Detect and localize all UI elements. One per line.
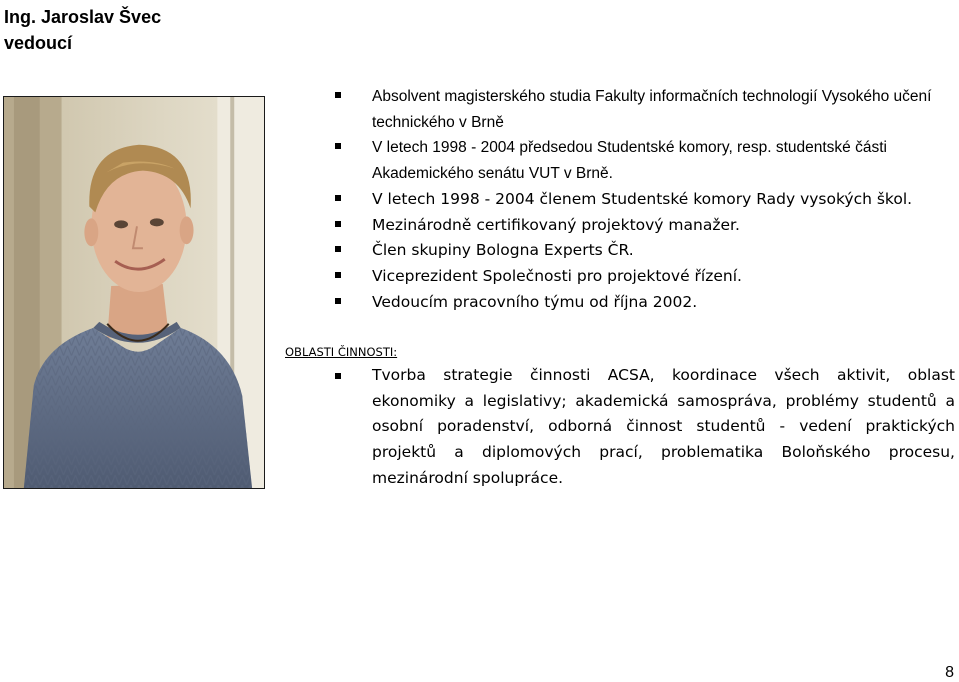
portrait-photo bbox=[3, 96, 265, 489]
bio-bullet: Člen skupiny Bologna Experts ČR. bbox=[335, 238, 957, 264]
bio-bullet: V letech 1998 - 2004 předsedou Studentské komory, resp. studentské části Akademického senátu VUT v Brně. bbox=[335, 135, 957, 186]
bio-bullet-list bbox=[335, 84, 957, 315]
bio-bullet: V letech 1998 - 2004 členem Studentské komory Rady vysokých škol. bbox=[335, 187, 957, 213]
person-header bbox=[4, 4, 161, 56]
bio-bullet: Viceprezident Společnosti pro projektové řízení. bbox=[335, 264, 957, 290]
section-title: OBLASTI ČINNOSTI: bbox=[285, 345, 398, 359]
bio-bullet: Mezinárodně certifikovaný projektový manažer. bbox=[335, 213, 957, 239]
portrait-illustration bbox=[4, 97, 264, 488]
person-name: Ing. Jaroslav Švec bbox=[4, 7, 162, 27]
person-role: vedoucí bbox=[4, 33, 73, 53]
page-number: 8 bbox=[945, 664, 954, 681]
bio-bullet: Absolvent magisterského studia Fakulty informačních technologií Vysokého učení technického v Brně bbox=[335, 84, 957, 135]
activity-bullet-list bbox=[335, 363, 955, 492]
activity-bullet: Tvorba strategie činnosti ACSA, koordinace všech aktivit, oblast ekonomiky a legislativy; akademická samospráva, problémy studentů a osobní poradenství, odborná činnost studentů - vedení praktických projektů a diplomových prací, problematika Boloňského procesu, mezinárodní spolupráce. bbox=[335, 363, 955, 492]
bio-bullet: Vedoucím pracovního týmu od října 2002. bbox=[335, 290, 957, 316]
